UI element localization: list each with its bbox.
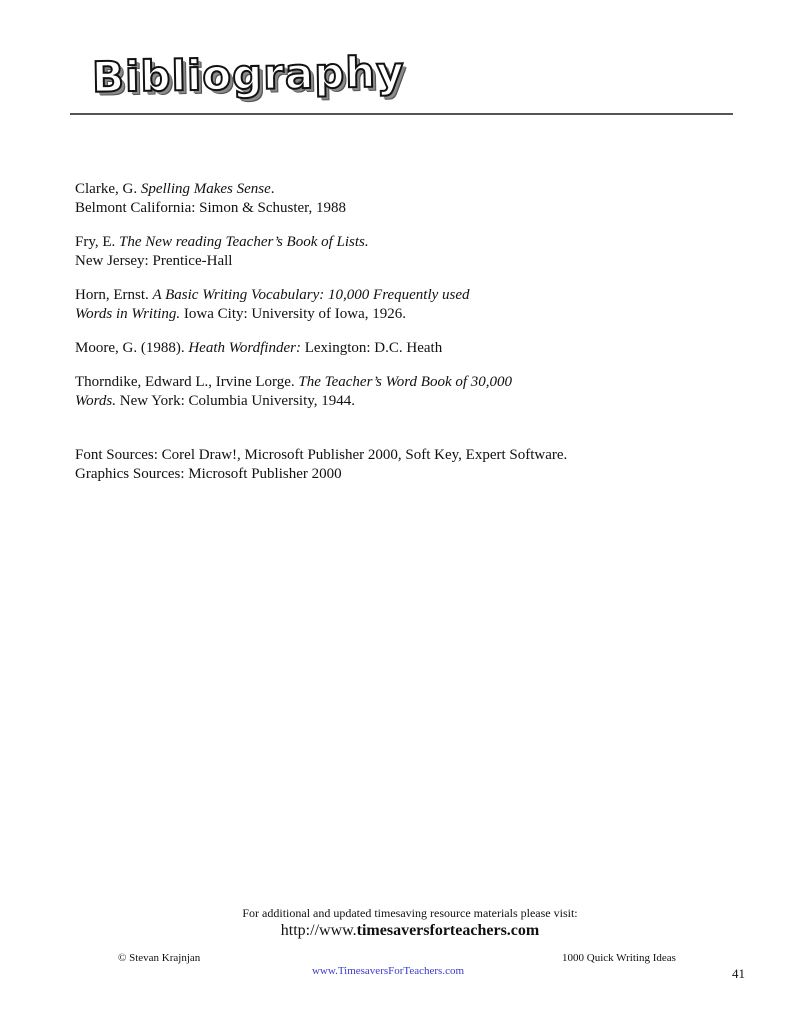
bibliography-entry-fry	[75, 233, 715, 271]
entry-publisher: Iowa City: University of Iowa, 1926.	[180, 306, 406, 322]
entry-publisher: Belmont California: Simon & Schuster, 1988	[75, 200, 347, 216]
bibliography-entry-clarke	[75, 180, 715, 218]
title-divider	[70, 113, 733, 115]
page-number: 41	[732, 966, 745, 981]
entry-author: Horn, Ernst.	[75, 287, 153, 303]
entry-book-title-cont: Words.	[75, 393, 116, 409]
entry-punctuation: .	[270, 181, 275, 197]
entry-book-title: Spelling Makes Sense	[140, 181, 271, 197]
entry-author: Clarke, G.	[75, 181, 141, 197]
bibliography-entry-horn	[75, 286, 715, 324]
footer-url[interactable]	[0, 921, 791, 941]
entry-book-title: Heath Wordfinder:	[188, 340, 301, 356]
entry-author: Thorndike, Edward L., Irvine Lorge.	[75, 374, 299, 390]
book-title: 1000 Quick Writing Ideas	[562, 952, 676, 964]
entry-publisher: Lexington: D.C. Heath	[300, 340, 443, 356]
entry-book-title: A Basic Writing Vocabulary: 10,000 Frequently used	[152, 287, 470, 303]
entry-publisher: New Jersey: Prentice-Hall	[75, 253, 233, 269]
entry-book-title: The Teacher’s Word Book of 30,000	[298, 374, 513, 390]
bibliography-entry-moore	[75, 339, 715, 358]
entry-publisher: New York: Columbia University, 1944.	[116, 393, 356, 409]
footer-url-prefix: http://www.	[280, 922, 357, 939]
entry-author: Fry, E.	[75, 234, 120, 250]
sources-block	[75, 446, 715, 484]
font-sources: Font Sources: Corel Draw!, Microsoft Publisher 2000, Soft Key, Expert Software.	[75, 447, 568, 463]
footer-note: For additional and updated timesaving resource materials please visit:	[242, 906, 578, 920]
bibliography-entry-thorndike	[75, 373, 715, 411]
entry-book-title-cont: Words in Writing.	[75, 306, 181, 322]
website-link[interactable]: www.TimesaversForTeachers.com	[311, 965, 465, 977]
copyright: © Stevan Krajnjan	[118, 952, 201, 964]
page-title: Bibliography	[91, 47, 405, 102]
graphics-sources: Graphics Sources: Microsoft Publisher 2000	[75, 466, 342, 482]
bibliography-list	[75, 180, 715, 426]
entry-author: Moore, G. (1988).	[75, 340, 189, 356]
footer-url-domain: timesaversforteachers.com	[356, 922, 540, 939]
entry-book-title: The New reading Teacher’s Book of Lists.	[119, 234, 369, 250]
